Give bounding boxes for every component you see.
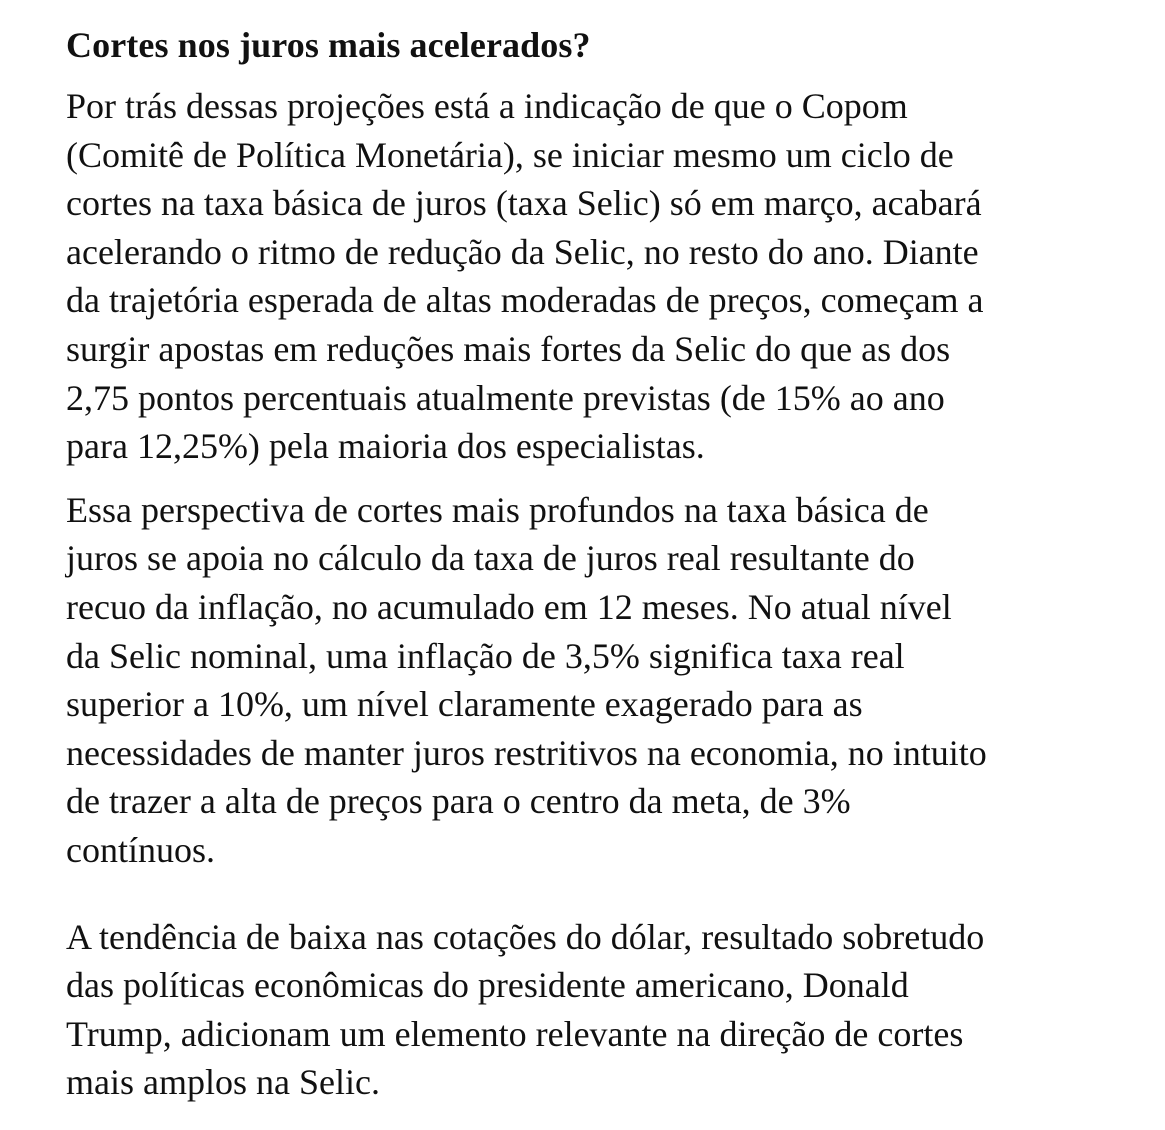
text-line: A tendência de baixa nas cotações do dólar, resultado sobretudo — [66, 916, 985, 957]
text-line: superior a 10%, um nível claramente exagerado para as — [66, 684, 863, 725]
article-headline: Cortes nos juros mais acelerados? — [66, 25, 591, 65]
text-line: da trajetória esperada de altas moderadas de preços, começam a — [66, 280, 984, 321]
text-line: 2,75 pontos percentuais atualmente previstas (de 15% ao ano — [66, 377, 945, 418]
paragraph-1 — [66, 82, 1146, 471]
paragraph-3 — [66, 913, 1146, 1107]
text-line: mais amplos na Selic. — [66, 1062, 380, 1103]
text-line: da Selic nominal, uma inflação de 3,5% significa taxa real — [66, 635, 905, 676]
article — [66, 20, 1146, 1107]
text-line: Por trás dessas projeções está a indicação de que o Copom — [66, 86, 908, 126]
text-line: surgir apostas em reduções mais fortes da Selic do que as dos — [66, 328, 951, 369]
paragraph-2 — [66, 486, 1146, 875]
text-line: necessidades de manter juros restritivos na economia, no intuito — [66, 732, 987, 773]
text-line: recuo da inflação, no acumulado em 12 meses. No atual nível — [66, 586, 952, 627]
text-line: contínuos. — [66, 829, 215, 870]
text-line: das políticas econômicas do presidente americano, Donald — [66, 965, 909, 1006]
text-line: Trump, adicionam um elemento relevante na direção de cortes — [66, 1013, 964, 1054]
text-line: de trazer a alta de preços para o centro da meta, de 3% — [66, 781, 851, 822]
text-line: juros se apoia no cálculo da taxa de juros real resultante do — [66, 538, 915, 579]
text-line: cortes na taxa básica de juros (taxa Selic) só em março, acabará — [66, 183, 982, 224]
text-line: para 12,25%) pela maioria dos especialistas. — [66, 426, 705, 467]
text-line: acelerando o ritmo de redução da Selic, no resto do ano. Diante — [66, 231, 979, 272]
text-line: (Comitê de Política Monetária), se iniciar mesmo um ciclo de — [66, 134, 954, 175]
text-line: Essa perspectiva de cortes mais profundos na taxa básica de — [66, 489, 929, 530]
